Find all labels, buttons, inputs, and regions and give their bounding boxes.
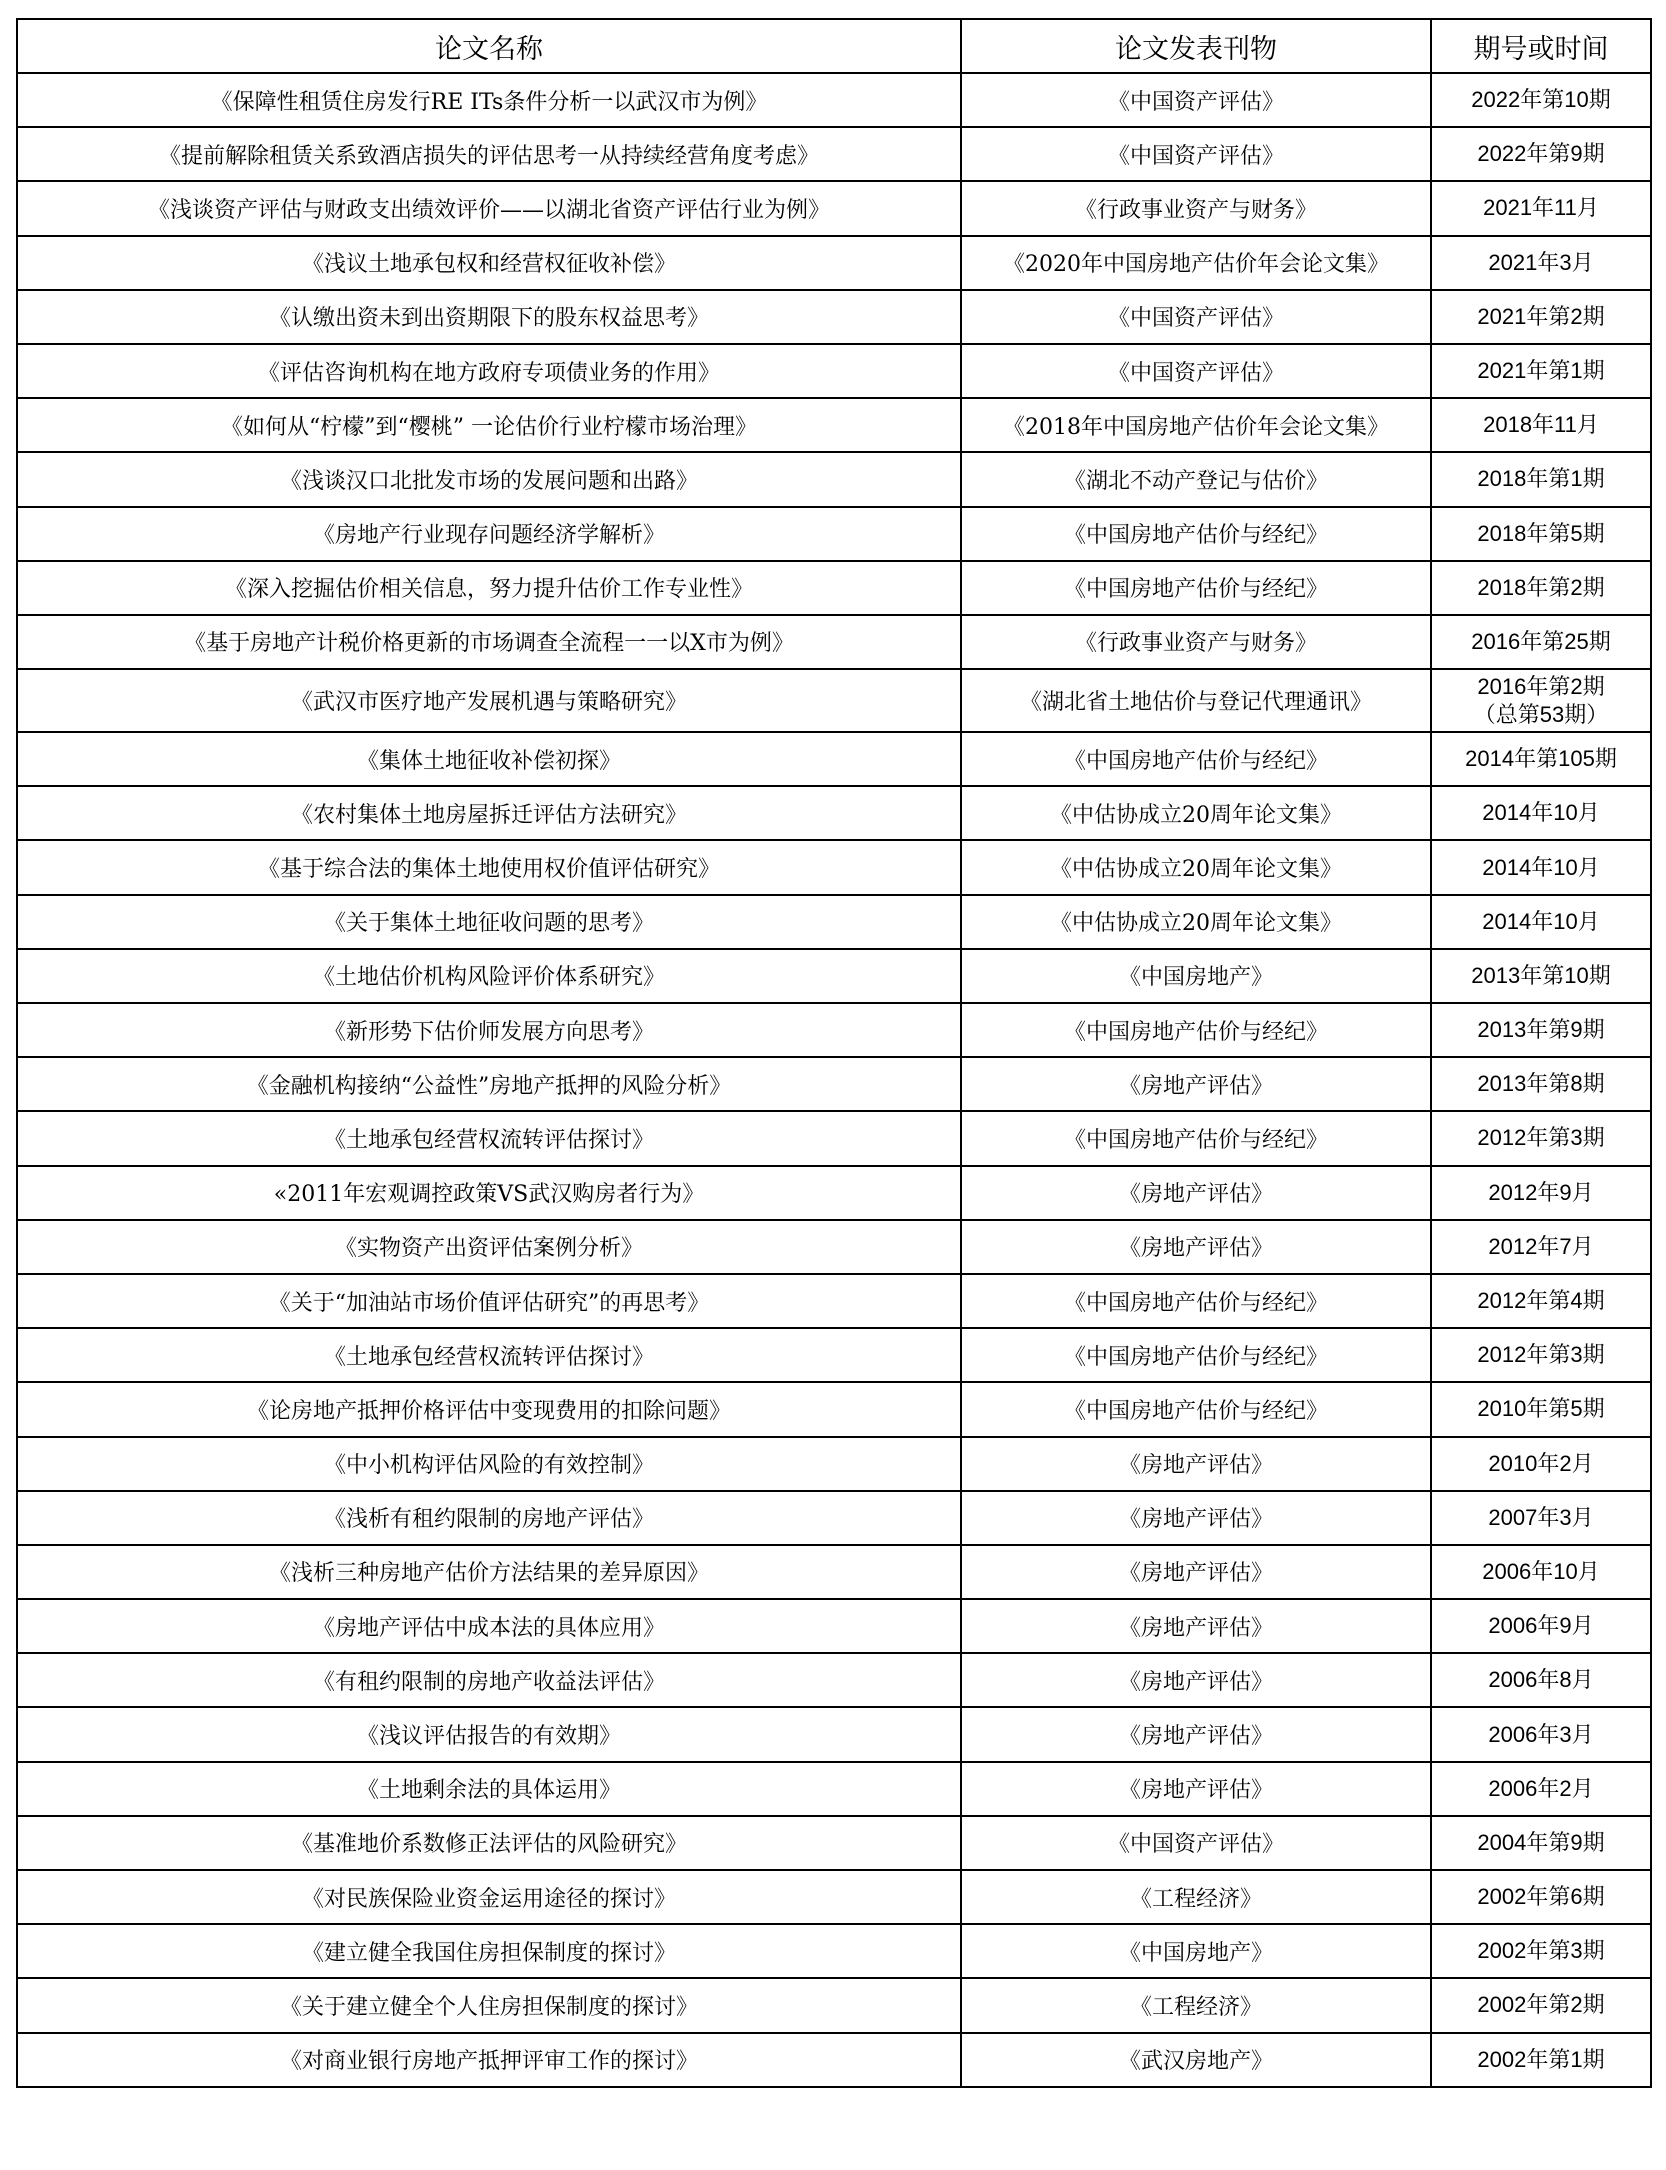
header-issue: 期号或时间 [1431,19,1651,73]
issue-text: 2016年第2期 [1477,673,1605,699]
table-row [17,1870,1651,1924]
table-row [17,344,1651,398]
journal-cell: 《中国房地产估价与经纪》 [961,561,1431,615]
table-row [17,1111,1651,1165]
paper-title-cell: 《基准地价系数修正法评估的风险研究》 [17,1816,961,1870]
paper-title-cell: 《土地剩余法的具体运用》 [17,1762,961,1816]
journal-cell: 《中国房地产估价与经纪》 [961,1111,1431,1165]
journal-cell: 《中国房地产》 [961,1924,1431,1978]
issue-cell: 2018年第5期 [1431,507,1651,561]
paper-title-cell: 《对商业银行房地产抵押评审工作的探讨》 [17,2033,961,2087]
table-row [17,1328,1651,1382]
header-title: 论文名称 [17,19,961,73]
paper-title-cell: 《基于综合法的集体土地使用权价值评估研究》 [17,840,961,894]
issue-cell: 2002年第1期 [1431,2033,1651,2087]
paper-title-cell: 《深入挖掘估价相关信息，努力提升估价工作专业性》 [17,561,961,615]
journal-cell: 《房地产评估》 [961,1653,1431,1707]
journal-cell: 《房地产评估》 [961,1545,1431,1599]
issue-cell: 2006年9月 [1431,1599,1651,1653]
table-row [17,1057,1651,1111]
paper-title-cell: «2011年宏观调控政策VS武汉购房者行为》 [17,1166,961,1220]
issue-cell: 2014年10月 [1431,895,1651,949]
table-row [17,1491,1651,1545]
issue-cell: 2006年2月 [1431,1762,1651,1816]
issue-cell: 2012年第3期 [1431,1328,1651,1382]
table-row [17,669,1651,732]
paper-title-cell: 《浅谈资产评估与财政支出绩效评价——以湖北省资产评估行业为例》 [17,181,961,235]
table-row [17,1437,1651,1491]
issue-cell: 2014年10月 [1431,840,1651,894]
paper-title-cell: 《有租约限制的房地产收益法评估》 [17,1653,961,1707]
table-row [17,452,1651,506]
journal-cell: 《中国房地产估价与经纪》 [961,732,1431,786]
table-row [17,507,1651,561]
table-row [17,73,1651,127]
table-row [17,949,1651,1003]
table-row [17,181,1651,235]
table-row [17,732,1651,786]
journal-cell: 《中估协成立20周年论文集》 [961,840,1431,894]
issue-cell: 2021年11月 [1431,181,1651,235]
paper-title-cell: 《认缴出资未到出资期限下的股东权益思考》 [17,290,961,344]
journal-cell: 《工程经济》 [961,1978,1431,2032]
paper-title-cell: 《提前解除租赁关系致酒店损失的评估思考一从持续经营角度考虑》 [17,127,961,181]
journal-cell: 《湖北不动产登记与估价》 [961,452,1431,506]
journal-cell: 《中国房地产估价与经纪》 [961,507,1431,561]
paper-title-cell: 《关于“加油站市场价值评估研究”的再思考》 [17,1274,961,1328]
issue-cell: 2013年第9期 [1431,1003,1651,1057]
paper-title-cell: 《浅谈汉口北批发市场的发展问题和出路》 [17,452,961,506]
issue-cell: 2013年第10期 [1431,949,1651,1003]
issue-cell: 2022年第10期 [1431,73,1651,127]
issue-cell: 2002年第2期 [1431,1978,1651,2032]
journal-cell: 《中估协成立20周年论文集》 [961,895,1431,949]
paper-title-cell: 《房地产评估中成本法的具体应用》 [17,1599,961,1653]
table-row [17,1274,1651,1328]
issue-cell: 2022年第9期 [1431,127,1651,181]
paper-title-cell: 《实物资产出资评估案例分析》 [17,1220,961,1274]
journal-cell: 《2018年中国房地产估价年会论文集》 [961,398,1431,452]
issue-cell: 2010年第5期 [1431,1382,1651,1436]
table-row [17,840,1651,894]
table-row [17,1382,1651,1436]
paper-title-cell: 《土地承包经营权流转评估探讨》 [17,1111,961,1165]
journal-cell: 《行政事业资产与财务》 [961,615,1431,669]
table-row [17,615,1651,669]
table-row [17,1599,1651,1653]
journal-cell: 《房地产评估》 [961,1599,1431,1653]
journal-cell: 《房地产评估》 [961,1491,1431,1545]
header-journal: 论文发表刊物 [961,19,1431,73]
table-row [17,1762,1651,1816]
issue-cell: 2021年3月 [1431,236,1651,290]
journal-cell: 《中估协成立20周年论文集》 [961,786,1431,840]
table-row [17,895,1651,949]
paper-title-cell: 《关于集体土地征收问题的思考》 [17,895,961,949]
issue-cell [1431,669,1651,732]
paper-title-cell: 《建立健全我国住房担保制度的探讨》 [17,1924,961,1978]
journal-cell: 《房地产评估》 [961,1707,1431,1761]
journal-cell: 《湖北省土地估价与登记代理通讯》 [961,669,1431,732]
issue-cell: 2012年第4期 [1431,1274,1651,1328]
paper-title-cell: 《浅议评估报告的有效期》 [17,1707,961,1761]
issue-cell: 2004年第9期 [1431,1816,1651,1870]
table-row [17,127,1651,181]
table-row [17,236,1651,290]
paper-title-cell: 《中小机构评估风险的有效控制》 [17,1437,961,1491]
papers-table [16,18,1652,2088]
issue-cell: 2021年第2期 [1431,290,1651,344]
journal-cell: 《中国资产评估》 [961,344,1431,398]
paper-title-cell: 《金融机构接纳“公益性”房地产抵押的风险分析》 [17,1057,961,1111]
journal-cell: 《行政事业资产与财务》 [961,181,1431,235]
journal-cell: 《中国资产评估》 [961,1816,1431,1870]
paper-title-cell: 《土地承包经营权流转评估探讨》 [17,1328,961,1382]
journal-cell: 《中国房地产》 [961,949,1431,1003]
journal-cell: 《工程经济》 [961,1870,1431,1924]
paper-title-cell: 《土地估价机构风险评价体系研究》 [17,949,961,1003]
table-row [17,1707,1651,1761]
table-row [17,398,1651,452]
issue-cell: 2018年第2期 [1431,561,1651,615]
paper-title-cell: 《房地产行业现存问题经济学解析》 [17,507,961,561]
issue-cell: 2014年10月 [1431,786,1651,840]
paper-title-cell: 《论房地产抵押价格评估中变现费用的扣除问题》 [17,1382,961,1436]
issue-cell: 2010年2月 [1431,1437,1651,1491]
paper-title-cell: 《新形势下估价师发展方向思考》 [17,1003,961,1057]
issue-cell: 2016年第25期 [1431,615,1651,669]
issue-cell: 2002年第6期 [1431,1870,1651,1924]
journal-cell: 《中国房地产估价与经纪》 [961,1382,1431,1436]
issue-cell: 2006年3月 [1431,1707,1651,1761]
paper-title-cell: 《浅析三种房地产估价方法结果的差异原因》 [17,1545,961,1599]
journal-cell: 《房地产评估》 [961,1762,1431,1816]
paper-title-cell: 《基于房地产计税价格更新的市场调查全流程一一以X市为例》 [17,615,961,669]
issue-cell: 2012年7月 [1431,1220,1651,1274]
issue-cell: 2006年8月 [1431,1653,1651,1707]
header-row [17,19,1651,73]
journal-cell: 《中国资产评估》 [961,290,1431,344]
paper-title-cell: 《评估咨询机构在地方政府专项债业务的作用》 [17,344,961,398]
journal-cell: 《中国房地产估价与经纪》 [961,1328,1431,1382]
issue-cell: 2014年第105期 [1431,732,1651,786]
issue-cell: 2021年第1期 [1431,344,1651,398]
journal-cell: 《武汉房地产》 [961,2033,1431,2087]
issue-cell: 2018年第1期 [1431,452,1651,506]
issue-note: （总第53期） [1473,701,1609,727]
paper-title-cell: 《保障性租赁住房发行RE ITs条件分析一以武汉市为例》 [17,73,961,127]
issue-cell: 2012年第3期 [1431,1111,1651,1165]
table-row [17,290,1651,344]
journal-cell: 《中国房地产估价与经纪》 [961,1274,1431,1328]
table-row [17,561,1651,615]
issue-cell: 2002年第3期 [1431,1924,1651,1978]
issue-cell: 2012年9月 [1431,1166,1651,1220]
paper-title-cell: 《集体土地征收补偿初探》 [17,732,961,786]
journal-cell: 《房地产评估》 [961,1437,1431,1491]
journal-cell: 《2020年中国房地产估价年会论文集》 [961,236,1431,290]
issue-cell: 2013年第8期 [1431,1057,1651,1111]
table-row [17,2033,1651,2087]
table-row [17,1003,1651,1057]
issue-cell: 2018年11月 [1431,398,1651,452]
paper-title-cell: 《浅析有租约限制的房地产评估》 [17,1491,961,1545]
issue-cell: 2006年10月 [1431,1545,1651,1599]
journal-cell: 《中国资产评估》 [961,73,1431,127]
table-row [17,786,1651,840]
table-row [17,1545,1651,1599]
paper-title-cell: 《对民族保险业资金运用途径的探讨》 [17,1870,961,1924]
journal-cell: 《房地产评估》 [961,1220,1431,1274]
paper-title-cell: 《浅议土地承包权和经营权征收补偿》 [17,236,961,290]
table-row [17,1220,1651,1274]
journal-cell: 《房地产评估》 [961,1166,1431,1220]
journal-cell: 《房地产评估》 [961,1057,1431,1111]
table-row [17,1653,1651,1707]
table-row [17,1166,1651,1220]
paper-title-cell: 《农村集体土地房屋拆迁评估方法研究》 [17,786,961,840]
paper-title-cell: 《如何从“柠檬”到“樱桃” 一论估价行业柠檬市场治理》 [17,398,961,452]
table-body [17,73,1651,2087]
table-row [17,1924,1651,1978]
paper-title-cell: 《关于建立健全个人住房担保制度的探讨》 [17,1978,961,2032]
paper-title-cell: 《武汉市医疗地产发展机遇与策略研究》 [17,669,961,732]
table-row [17,1816,1651,1870]
journal-cell: 《中国资产评估》 [961,127,1431,181]
issue-cell: 2007年3月 [1431,1491,1651,1545]
table-row [17,1978,1651,2032]
journal-cell: 《中国房地产估价与经纪》 [961,1003,1431,1057]
